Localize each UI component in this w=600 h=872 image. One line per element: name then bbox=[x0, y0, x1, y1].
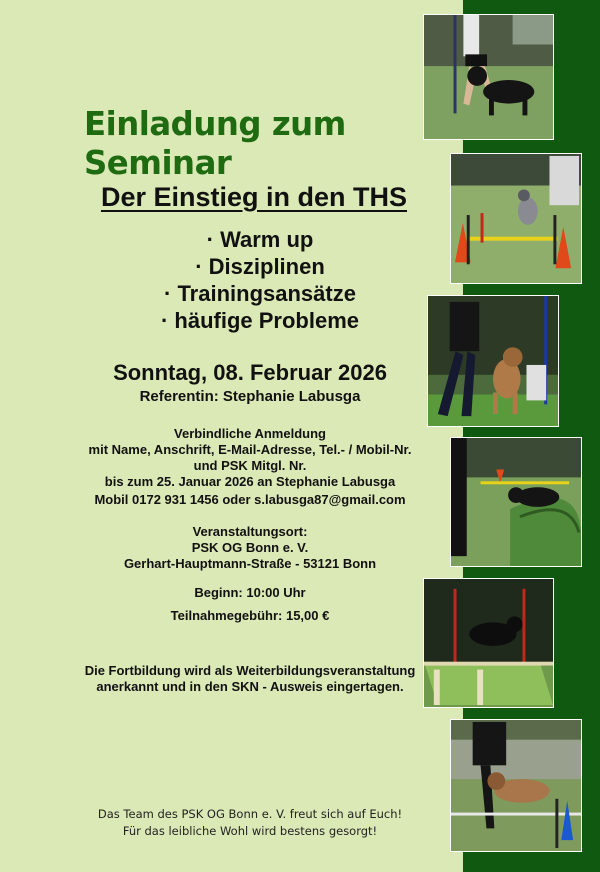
recognition-note bbox=[60, 663, 440, 695]
venue-line: Veranstaltungsort: bbox=[192, 524, 308, 539]
event-date: Sonntag, 08. Februar 2026 bbox=[113, 360, 387, 385]
topic-item: · Trainingsansätze bbox=[164, 281, 356, 306]
photo-dog-seesaw bbox=[423, 578, 554, 708]
photo-dog-hurdle-jump bbox=[450, 153, 582, 284]
venue-line: Gerhart-Hauptmann-Straße - 53121 Bonn bbox=[123, 556, 377, 571]
photo-boxer-running bbox=[427, 295, 559, 427]
participation-fee: Teilnahmegebühr: 15,00 € bbox=[170, 608, 330, 623]
photo-dog-hurdle-handler bbox=[450, 719, 582, 852]
footer-note bbox=[60, 806, 440, 840]
speaker: Referentin: Stephanie Labusga bbox=[139, 388, 361, 405]
registration-line: bis zum 25. Januar 2026 an Stephanie Labusga bbox=[104, 474, 396, 489]
registration-line: und PSK Mitgl. Nr. bbox=[193, 458, 307, 473]
topic-item: · Warm up bbox=[206, 227, 314, 252]
footer-line: Das Team des PSK OG Bonn e. V. freut sich auf Euch! bbox=[97, 807, 403, 821]
topic-item: · Disziplinen bbox=[195, 254, 325, 279]
topic-item: · häufige Probleme bbox=[160, 308, 360, 333]
photo-dog-on-frame bbox=[450, 437, 582, 567]
recognition-line: anerkannt und in den SKN - Ausweis eingertagen. bbox=[96, 679, 404, 694]
registration-info bbox=[40, 426, 460, 508]
registration-line: Verbindliche Anmeldung bbox=[174, 426, 326, 441]
start-time: Beginn: 10:00 Uhr bbox=[194, 585, 306, 600]
registration-line: Mobil 0172 931 1456 oder s.labusga87@gmail.com bbox=[94, 492, 406, 507]
registration-line: mit Name, Anschrift, E-Mail-Adresse, Tel.- / Mobil-Nr. bbox=[88, 442, 412, 457]
venue-info bbox=[60, 524, 440, 572]
venue-line: PSK OG Bonn e. V. bbox=[191, 540, 309, 555]
page-title: Einladung zum Seminar bbox=[84, 104, 346, 182]
footer-line: Für das leibliche Wohl wird bestens gesorgt! bbox=[122, 824, 378, 838]
topic-list bbox=[110, 226, 410, 334]
photo-dog-walking-pole bbox=[423, 14, 554, 140]
seminar-subtitle: Der Einstieg in den THS bbox=[100, 182, 408, 212]
recognition-line: Die Fortbildung wird als Weiterbildungsveranstaltung bbox=[84, 663, 416, 678]
